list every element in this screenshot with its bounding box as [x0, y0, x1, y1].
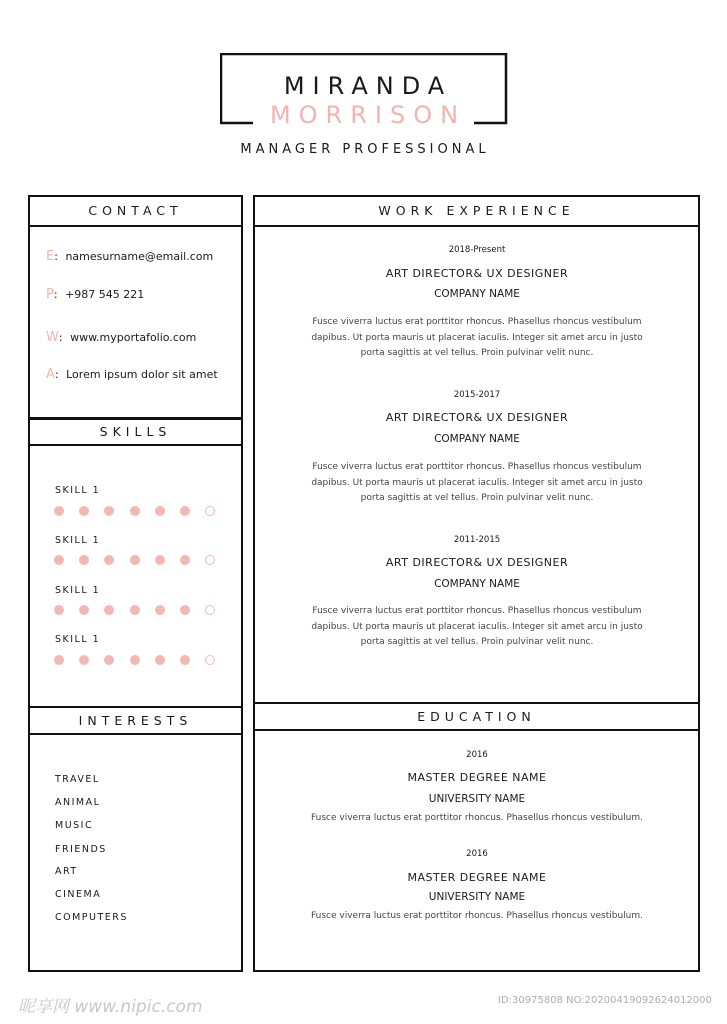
job-title: ART DIRECTOR& UX DESIGNER [385, 556, 569, 569]
skill-label: SKILL 1 [55, 585, 101, 596]
contact-value: www.myportafolio.com [70, 331, 197, 344]
interest-item: TRAVEL [55, 774, 100, 785]
colon: : [53, 288, 58, 301]
contact-key: E [46, 249, 55, 264]
company-name: COMPANY NAME [434, 578, 520, 590]
skill-dot-filled [180, 506, 190, 516]
job-date: 2018-Present [448, 245, 506, 255]
skill-dot-filled [180, 655, 190, 665]
interest-item: FRIENDS [55, 844, 107, 855]
skill-label: SKILL 1 [55, 634, 101, 645]
desc-line: porta sagittis at vel tellus. Proin pulvinar velit nunc. [360, 493, 594, 503]
interests-header-box [28, 706, 243, 735]
education-description: Fusce viverra luctus erat porttitor rhoncus. Phasellus rhoncus vestibulum. [310, 813, 644, 823]
education-header-box [253, 702, 700, 731]
tagline: MANAGER PROFESSIONAL [240, 142, 490, 157]
contact-website[interactable] [46, 330, 196, 345]
desc-line: Fusce viverra luctus erat porttitor rhoncus. Phasellus rhoncus vestibulum [312, 462, 642, 472]
education-description: Fusce viverra luctus erat porttitor rhoncus. Phasellus rhoncus vestibulum. [310, 911, 644, 921]
job-date: 2015-2017 [453, 390, 501, 400]
skill-dot-filled [155, 555, 165, 565]
desc-line: dapibus. Ut porta mauris ut placerat iaculis. Integer sit amet arcu in justo [311, 621, 643, 632]
skill-dot-filled [155, 655, 165, 665]
first-name: MIRANDA [283, 72, 453, 100]
education-year: 2016 [466, 750, 488, 760]
work-title: WORK EXPERIENCE [378, 203, 575, 218]
job-title: ART DIRECTOR& UX DESIGNER [385, 267, 569, 280]
contact-key: A [46, 367, 55, 382]
skill-dot-filled [130, 555, 140, 565]
colon: : [54, 368, 59, 381]
job-description [256, 315, 698, 362]
last-name: MORRISON [269, 101, 467, 129]
interest-item: COMPUTERS [55, 912, 128, 923]
interest-item: CINEMA [55, 889, 102, 900]
desc-line: dapibus. Ut porta mauris ut placerat iaculis. Integer sit amet arcu in justo [311, 477, 643, 488]
desc-line: dapibus. Ut porta mauris ut placerat iaculis. Integer sit amet arcu in justo [311, 332, 643, 343]
watermark-logo: 昵享网 www.nipic.com [18, 997, 203, 1017]
skill-dot-filled [180, 555, 190, 565]
contact-value: namesurname@email.com [65, 250, 214, 263]
watermark-id: ID:30975808 NO:20200419092624012000 [498, 995, 712, 1006]
skill-dot-filled [155, 605, 165, 615]
university-name: UNIVERSITY NAME [428, 891, 526, 903]
contact-email[interactable] [46, 249, 213, 264]
contact-title: CONTACT [88, 203, 183, 218]
skill-dot-filled [54, 555, 64, 565]
desc-line: porta sagittis at vel tellus. Proin pulvinar velit nunc. [360, 348, 594, 358]
contact-header-box [28, 195, 243, 227]
interest-item: MUSIC [55, 820, 94, 831]
interests-title: INTERESTS [78, 713, 193, 728]
contact-key: W [46, 330, 59, 345]
skill-dot-filled [54, 605, 64, 615]
education-year: 2016 [466, 849, 488, 859]
university-name: UNIVERSITY NAME [428, 793, 526, 805]
skill-dot-filled [54, 655, 64, 665]
skills-body-box [28, 444, 243, 708]
skill-dot-filled [130, 506, 140, 516]
job-date: 2011-2015 [453, 535, 501, 545]
desc-line: porta sagittis at vel tellus. Proin pulvinar velit nunc. [360, 637, 594, 647]
colon: : [54, 250, 58, 263]
job-description [256, 460, 698, 507]
desc-line: Fusce viverra luctus erat porttitor rhoncus. Phasellus rhoncus vestibulum [312, 606, 642, 616]
job-description [256, 604, 698, 651]
job-title: ART DIRECTOR& UX DESIGNER [385, 411, 569, 424]
interest-item: ANIMAL [55, 797, 101, 808]
skills-header-box [28, 418, 243, 446]
contact-value: Lorem ipsum dolor sit amet [66, 368, 218, 381]
company-name: COMPANY NAME [434, 288, 520, 300]
education-title: EDUCATION [417, 709, 536, 724]
contact-key: P [46, 287, 54, 302]
skill-dot-filled [54, 506, 64, 516]
skills-title: SKILLS [99, 424, 172, 439]
skill-dot-filled [155, 506, 165, 516]
contact-address [46, 367, 218, 382]
skill-dot-filled [130, 605, 140, 615]
skill-label: SKILL 1 [55, 485, 101, 496]
skill-label: SKILL 1 [55, 535, 101, 546]
degree-name: MASTER DEGREE NAME [407, 771, 547, 784]
contact-phone[interactable] [46, 287, 144, 302]
colon: : [58, 331, 63, 344]
work-header-box [253, 195, 700, 227]
interest-item: ART [55, 866, 78, 877]
desc-line: Fusce viverra luctus erat porttitor rhoncus. Phasellus rhoncus vestibulum [312, 317, 642, 327]
skill-dot-filled [130, 655, 140, 665]
contact-value: +987 545 221 [65, 288, 145, 301]
skill-dot-filled [180, 605, 190, 615]
degree-name: MASTER DEGREE NAME [407, 871, 547, 884]
company-name: COMPANY NAME [434, 433, 520, 445]
